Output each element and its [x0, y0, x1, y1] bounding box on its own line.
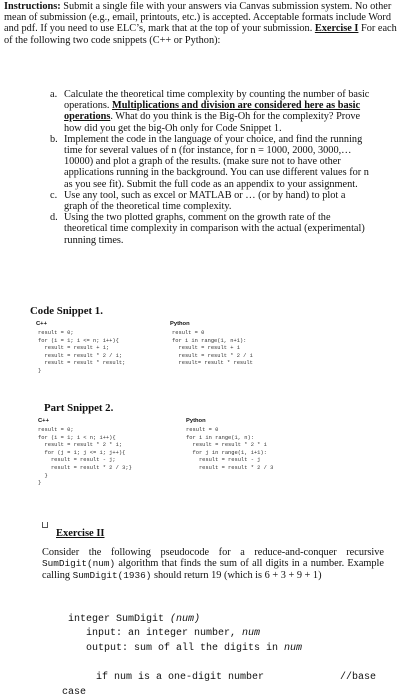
exercise-i-text: For each of the following two code snippets (C++ or Python):	[4, 23, 397, 46]
snippet2-python-code: result = 0 for i in range(1, n): result = result * 2 * i for j in range(1, i+1): result = result - j result = result * 2 / 3	[186, 427, 274, 471]
input-text: input: an integer number,	[86, 628, 243, 639]
pseudocode-if: if num is a one-digit number	[96, 672, 265, 683]
item-emphasis: Multiplications and division are considered here as basic operations	[64, 100, 361, 123]
list-item	[50, 134, 370, 190]
signature-arg: (num)	[170, 614, 201, 625]
paragraph-text: algorithm that finds the sum of all digits in a number. Example calling	[42, 558, 384, 581]
list-marker: c.	[50, 189, 58, 201]
snippet1-python-code: result = 0 for i in range(1, n+1): result = result + i result = result * 2 / i result= result * result	[172, 330, 253, 367]
instructions-label: Instructions:	[4, 1, 61, 12]
signature-name: integer SumDigit	[68, 614, 171, 625]
exercise-ii-paragraph	[42, 547, 384, 581]
exercise-ii-title: Exercise II	[56, 528, 105, 539]
snippet1-python-label: Python	[170, 321, 190, 327]
input-var: num	[242, 628, 261, 639]
item-text: Using the two plotted graphs, comment on the growth rate of the theoretical time complexity in comparison with the actual (experimental) running times.	[64, 212, 365, 246]
list-marker: b.	[50, 133, 58, 145]
pseudocode-comment: //base	[340, 672, 377, 683]
snippet2-cpp-code: result = 0; for (i = 1; i < n; i++){ result = result * 2 * i; for (j = 1; j <= i; j++){ result = result - j; result = result * 2 / 3;} } }	[38, 427, 132, 487]
item-text: . What do you think is the Big-Oh for the complexity? Prove how did you get the big-Oh only for Code Snippet 1.	[64, 111, 361, 134]
snippet2-title: Part Snippet 2.	[44, 402, 114, 414]
output-text: output: sum of all the digits in	[86, 643, 285, 654]
snippet2-python-label: Python	[186, 418, 206, 424]
snippet2-cpp-label: C++	[38, 418, 49, 424]
bracket-icon	[42, 522, 48, 528]
output-var: num	[284, 643, 303, 654]
pseudocode-output	[86, 643, 302, 654]
list-item	[50, 212, 370, 246]
pseudocode-case: case	[62, 687, 87, 698]
instructions-text: Submit a single file with your answers via Canvas submission system. No other mean of submission (e.g., email, printouts, etc.) is accepted. Acceptable formats include Word and pdf. If you need to use ELC’s, mark that at the top of your submission.	[4, 1, 392, 35]
function-ref: SumDigit(num)	[42, 558, 116, 570]
snippet1-cpp-code: result = 0; for (i = 1; i <= n; i++){ result = result + i; result = result * 2 / i; result = result * result; }	[38, 330, 126, 374]
item-text: Use any tool, such as excel or MATLAB or … (or by hand) to plot a graph of the theoretical time complexity.	[64, 189, 346, 213]
list-marker: a.	[50, 89, 58, 100]
list-item	[50, 89, 370, 134]
item-text: Calculate the theoretical time complexity by counting the number of basic operations.	[64, 89, 370, 112]
snippet1-title: Code Snippet 1.	[30, 305, 103, 317]
function-ref: SumDigit(1936)	[72, 569, 152, 581]
snippet1-cpp-label: C++	[36, 321, 47, 327]
list-marker: d.	[50, 212, 58, 224]
list-item	[50, 190, 370, 212]
task-list	[50, 89, 370, 246]
paragraph-text: should return 19 (which is 6 + 3 + 9 + 1)	[151, 569, 322, 581]
exercise-i-label: Exercise I	[314, 23, 359, 35]
pseudocode-input	[86, 628, 260, 639]
item-text: Implement the code in the language of your choice, and find the running time for several values of n (for instance, for n = 1000, 2000, 3000,…10000) and plot a graph of the results. (make sure not to have other applications running in the background. You can use different values for n as you see fit). Submit the full code as an appendix to your assignment.	[64, 133, 369, 190]
paragraph-text: Consider the following pseudocode for a reduce-and-conquer recursive	[42, 547, 384, 558]
pseudocode-signature	[68, 614, 200, 625]
instructions-paragraph	[4, 1, 402, 46]
